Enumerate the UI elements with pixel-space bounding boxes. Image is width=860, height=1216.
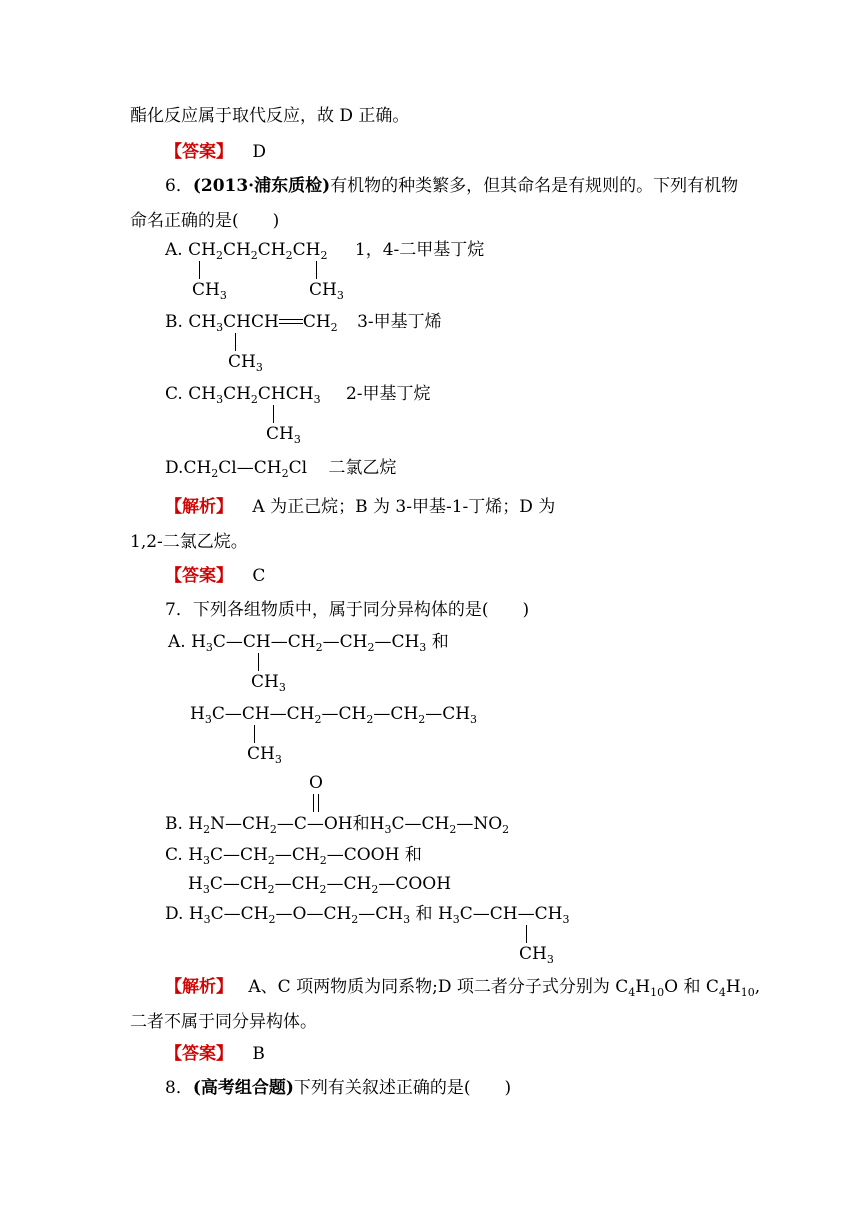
option-name: 二氯乙烷 bbox=[328, 458, 397, 478]
option-7c-line-1: C. $H_3C—CH_2—CH_2—COOH$ 和 bbox=[165, 845, 422, 867]
formula-part: Cl—CH bbox=[218, 458, 282, 478]
bond-line bbox=[316, 261, 317, 279]
methyl-group: $CH_3$ bbox=[266, 424, 301, 446]
methyl-group: $CH_3$ bbox=[519, 944, 554, 966]
option-7c-line-2: $H_3C—CH_2—CH_2—CH_2—COOH$ bbox=[188, 874, 452, 896]
bond-line bbox=[526, 925, 527, 943]
question-number: 6． bbox=[165, 176, 193, 196]
formula-part: CH bbox=[188, 240, 216, 260]
intro-line: 酯化反应属于取代反应，故 D 正确。 bbox=[130, 106, 410, 126]
formula-part: CHCH bbox=[223, 312, 279, 332]
option-6c: C. $CH_3CH_2CHCH_3$ 2-甲基丁烷 bbox=[165, 384, 431, 406]
question-6-stem bbox=[165, 176, 738, 196]
bond-line bbox=[235, 333, 236, 351]
answer-tag: 【答案】 bbox=[165, 1044, 233, 1064]
option-7a-formula-2: $H_3C—CH—CH_2—CH_2—CH_2—CH_3$ bbox=[190, 704, 478, 726]
answer-tag: 【答案】 bbox=[165, 566, 233, 586]
analysis-line-q6 bbox=[165, 497, 555, 517]
formula-part: CH bbox=[257, 240, 286, 260]
double-bond-vertical bbox=[318, 794, 319, 812]
question-7-stem: 7．下列各组物质中，属于同分异构体的是( ) bbox=[165, 600, 530, 620]
analysis-tag: 【解析】 bbox=[165, 497, 233, 517]
option-6b: B. $CH_3CHCH$ $CH_2$ 3-甲基丁烯 bbox=[165, 312, 442, 334]
methyl-group: $CH_3$ bbox=[247, 744, 282, 766]
answer-line-q5 bbox=[165, 142, 266, 162]
formula-part: Cl bbox=[288, 458, 308, 478]
question-6-stem-cont: 命名正确的是( ) bbox=[130, 211, 280, 231]
answer-value: C bbox=[252, 566, 266, 586]
option-7a-formula-1: A. $H_3C—CH—CH_2—CH_2—CH_3$ 和 bbox=[168, 632, 449, 654]
methyl-group: $CH_3$ bbox=[309, 280, 344, 302]
formula-part: CH bbox=[222, 240, 251, 260]
option-6d: $D.CH_2Cl—CH_2Cl$ 二氯乙烷 bbox=[165, 458, 397, 480]
double-bond-vertical bbox=[313, 794, 314, 812]
formula-part: CH bbox=[302, 312, 331, 332]
option-label: B. bbox=[165, 312, 183, 332]
bond-line bbox=[199, 261, 200, 279]
answer-line-q6 bbox=[165, 566, 265, 586]
analysis-tag: 【解析】 bbox=[165, 977, 233, 997]
methyl-group: $CH_3$ bbox=[228, 352, 263, 374]
option-name: 1，4-二甲基丁烷 bbox=[354, 240, 485, 260]
option-7b: B. $H_2N—CH_2—C—OH$和$H_3C—CH_2—NO_2$ bbox=[165, 814, 510, 836]
formula-part: CHCH bbox=[257, 384, 314, 404]
formula-part: CH bbox=[223, 384, 251, 404]
formula-part: CH bbox=[183, 458, 212, 478]
option-label: A. bbox=[165, 240, 183, 260]
analysis-cont-q7: 二者不属于同分异构体。 bbox=[130, 1012, 317, 1032]
question-source: (高考组合题) bbox=[192, 1078, 294, 1098]
answer-value: B bbox=[252, 1044, 265, 1064]
methyl-group: $CH_3$ bbox=[192, 280, 227, 302]
formula-part: CH bbox=[188, 384, 217, 404]
question-8-stem: 8．(高考组合题)下列有关叙述正确的是( ) bbox=[165, 1078, 512, 1098]
option-6a: A. $CH_2CH_2CH_2CH_2$ 1，4-二甲基丁烷 bbox=[165, 240, 485, 262]
option-label: D. bbox=[165, 458, 184, 478]
option-label: C. bbox=[165, 384, 183, 404]
formula-part: CH bbox=[188, 312, 217, 332]
methyl-group: $CH_3$ bbox=[251, 672, 286, 694]
answer-line-q7 bbox=[165, 1044, 265, 1064]
bond-line bbox=[273, 405, 274, 423]
analysis-text: A、C 项两物质为同系物;D 项二者分子式分别为 $C_4H_{10}O$ 和 $C_4H_{10}$, bbox=[248, 977, 761, 999]
carbonyl-oxygen: O bbox=[309, 773, 323, 793]
analysis-cont-q6: 1,2-二氯乙烷。 bbox=[130, 532, 248, 552]
analysis-line-q7 bbox=[165, 977, 760, 997]
bond-line bbox=[254, 725, 255, 743]
double-bond bbox=[279, 319, 303, 324]
bond-line bbox=[258, 653, 259, 671]
formula-part: CH bbox=[292, 240, 321, 260]
answer-value: D bbox=[252, 142, 267, 162]
question-source: (2013·浦东质检) bbox=[192, 176, 331, 196]
option-7d: D. $H_3C—CH_2—O—CH_2—CH_3$ 和 $H_3C—CH—CH_3$ bbox=[165, 904, 570, 926]
option-name: 3-甲基丁烯 bbox=[357, 312, 442, 332]
question-text: 有机物的种类繁多，但其命名是有规则的。下列有机物 bbox=[330, 176, 739, 196]
option-name: 2-甲基丁烷 bbox=[345, 384, 431, 404]
answer-tag: 【答案】 bbox=[165, 142, 233, 162]
analysis-text: A 为正己烷；B 为 3-甲基-1-丁烯；D 为 bbox=[252, 497, 556, 517]
